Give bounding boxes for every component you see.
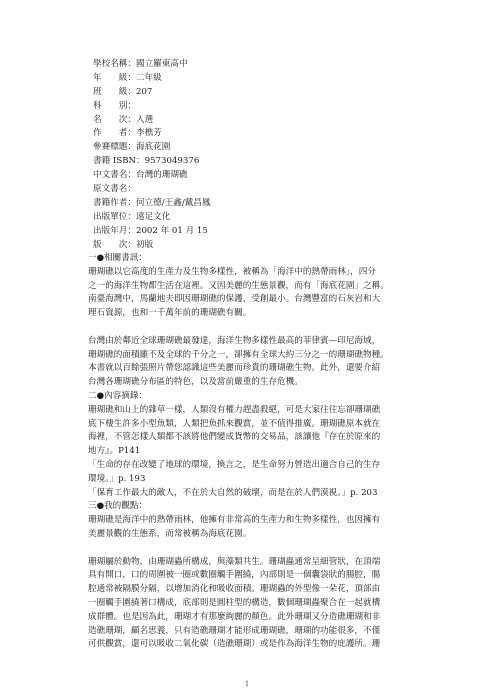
metadata-row: [93, 100, 211, 114]
metadata-label: 書籍 ISBN：: [93, 156, 145, 167]
metadata-row: [93, 114, 211, 128]
text-line: 地方』。P141: [88, 446, 141, 457]
metadata-value: 何立德/王鑫/戴昌鳳: [135, 197, 211, 208]
metadata-label: 科 別：: [93, 100, 136, 111]
text-line: 珊瑚礁是海洋中的熱帶雨林，他擁有非常高的生產力和生物多樣性，也因擁有: [88, 515, 381, 526]
metadata-label: 年 級：: [93, 72, 136, 83]
metadata-label: 原文書名：: [93, 184, 136, 195]
metadata-row: [93, 141, 211, 155]
text-line: 一●相關書訊：: [88, 253, 148, 263]
metadata-value: 9573049376: [144, 156, 200, 167]
metadata-label: 出版單位：: [93, 211, 136, 222]
text-line: 一圈觸手圍繞著口構成，底部則是圓柱型的構造，數個珊瑚蟲聚合在一起就構: [88, 597, 381, 608]
metadata-value: 入選: [135, 114, 154, 125]
metadata-value: 台灣的珊瑚礁: [135, 170, 188, 181]
text-line: 具有開口，口的周圍被一圈或數圈觸手圍繞，內部則是一個囊袋狀的腸腔，腸: [88, 570, 381, 581]
text-line: 台灣由於鄰近全球珊瑚礁最發達，海洋生物多樣性最高的菲律賓—印尼海域，: [88, 335, 381, 346]
text-line: 珊瑚礁和山上的雜草一樣，人類沒有權力趕盡殺絕，可是大家往往忘卻珊瑚礁: [88, 404, 381, 415]
text-line: 台灣各珊瑚礁分布區的特色，以及當前嚴重的生存危機。: [88, 377, 303, 388]
text-line: 二●內容摘錄：: [88, 390, 148, 401]
metadata-value: 2002 年 01 月 15: [135, 225, 208, 236]
page-number: 1: [244, 679, 250, 688]
metadata-value: 海底花園: [135, 142, 171, 153]
metadata-value: 國立羅東高中: [135, 59, 188, 69]
text-line: 三●我的觀點：: [88, 501, 148, 512]
metadata-label: 學校名稱：: [93, 59, 136, 69]
text-line: 腔通常被隔膜分隔，以增加消化和吸收面積。珊瑚蟲的外型像一朵花，頂部由: [88, 584, 381, 595]
metadata-row: [93, 58, 211, 72]
metadata-label: 中文書名：: [93, 170, 136, 181]
metadata-label: 書籍作者：: [93, 197, 136, 208]
metadata-row: [93, 169, 211, 183]
metadata-label: 名 次：: [93, 114, 136, 125]
metadata-row: [93, 225, 211, 239]
metadata-row: [93, 183, 211, 197]
metadata-label: 作 者：: [93, 128, 136, 139]
text-line: 之一的海洋生物都生活在這裡。又因美麗的生態景觀，而有「海底花園」之稱。: [88, 280, 389, 291]
metadata-label: 版 次：: [93, 239, 136, 250]
text-line: 海裡，不管怎樣人類都不該將他們變成貨幣的交易品，該讓他『存在於原來的: [88, 432, 381, 443]
metadata-row: [93, 211, 211, 225]
text-line: 珊瑚礁以它高度的生產力及生物多樣性，被稱為「海洋中的熱帶雨林」，四分: [88, 266, 376, 277]
text-line: 南臺海灣中，馬蘭地夫即因珊瑚礁的保護，受創最小。台灣豐富的石灰岩和大: [88, 294, 381, 305]
text-line: 可供觀賞，還可以吸收二氧化碳（造礁珊瑚）或是作為海洋生物的庇護所。珊: [88, 639, 381, 650]
text-line: 底下棲生許多小型魚類，人類把魚抓來觀賞，並不值得推廣。珊瑚礁原本就在: [88, 418, 381, 429]
text-line: 環境。」p. 193: [88, 473, 146, 484]
metadata-row: [93, 155, 211, 169]
metadata-value: 初版: [135, 239, 154, 250]
text-line: 理石資源，也和一千萬年前的珊瑚礁有關。: [88, 308, 252, 319]
metadata-value: 李樵芳: [135, 128, 162, 139]
metadata-block: [93, 58, 211, 252]
metadata-row: [93, 127, 211, 141]
metadata-row: [93, 197, 211, 211]
text-line: 「生命的存在改變了地球的環境，換言之，是生命努力營造出適合自己的生存: [88, 459, 381, 470]
text-line: 「保育工作最大的敵人，不在於大自然的破壞，而是在於人們漠視。」p. 203: [88, 487, 378, 498]
body-text: [88, 252, 410, 652]
metadata-value: 遠足文化: [135, 211, 171, 222]
metadata-value: 207: [135, 86, 153, 97]
metadata-label: 出版年月：: [93, 225, 136, 236]
metadata-row: [93, 86, 211, 100]
text-line: 珊瑚屬於動物，由珊瑚蟲所構成，與藻類共生。珊瑚蟲通常呈細管狀，在頂端: [88, 556, 381, 567]
text-line: 美麗景觀的生態系，而常被稱為海底花園。: [88, 528, 252, 539]
metadata-row: [93, 72, 211, 86]
metadata-value: 二年級: [135, 72, 162, 83]
metadata-row: [93, 239, 211, 253]
paragraph-gap: [88, 542, 410, 556]
text-line: 成群體。也是因為此，珊瑚才有那麼絢麗的顏色。此外珊瑚又分造礁珊瑚和非: [88, 611, 381, 622]
metadata-label: 班 級：: [93, 86, 136, 97]
text-line: 造礁珊瑚，顧名思義，只有造礁珊瑚才能形成珊瑚礁，珊瑚的功能很多，不僅: [88, 625, 381, 636]
metadata-label: 參賽標題：: [93, 142, 136, 153]
paragraph-gap: [88, 321, 410, 335]
text-line: 本書就以百餘張照片帶您認識這些美麗而珍貴的珊瑚礁生物。此外，還要介紹: [88, 363, 381, 374]
text-line: 珊瑚礁的面積雖不及全球的千分之一，卻擁有全球大約三分之一的珊瑚礁物種。: [88, 349, 389, 360]
